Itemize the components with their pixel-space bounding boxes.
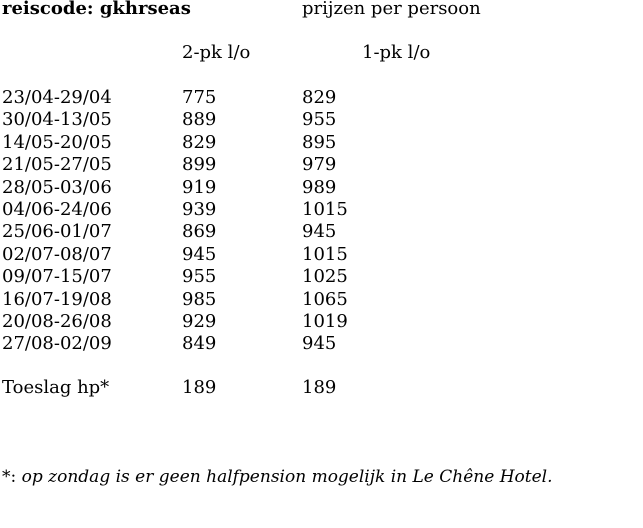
single-price-cell: 1019 — [302, 310, 348, 332]
footnote-marker: *: — [2, 467, 17, 487]
single-price-cell: 895 — [302, 131, 337, 153]
double-price-cell: 889 — [182, 109, 217, 131]
period-cell: 04/06-24/06 — [2, 198, 112, 220]
column-header-double-room: 2-pk l/o — [182, 42, 251, 63]
double-price-cell: 829 — [182, 131, 217, 153]
period-cell: 20/08-26/08 — [2, 310, 112, 332]
table-row — [0, 311, 643, 333]
footnote — [2, 466, 552, 488]
double-price-cell: 849 — [182, 333, 217, 355]
double-price-cell: 775 — [182, 87, 217, 108]
period-cell: 28/05-03/06 — [2, 176, 112, 198]
table-row — [0, 289, 643, 311]
period-cell: 30/04-13/05 — [2, 109, 112, 131]
prices-per-person-label: prijzen per persoon — [302, 0, 481, 19]
single-price-cell: 945 — [302, 221, 337, 243]
double-price-cell: 869 — [182, 221, 217, 243]
column-header-single-room: 1-pk l/o — [362, 42, 431, 63]
table-row — [0, 177, 643, 199]
supplement-single-price: 189 — [302, 377, 337, 398]
table-row — [0, 199, 643, 221]
double-price-cell: 985 — [182, 288, 217, 310]
table-row — [0, 132, 643, 154]
period-cell: 23/04-29/04 — [2, 87, 112, 108]
table-row — [0, 266, 643, 288]
single-price-cell: 1025 — [302, 266, 348, 288]
single-price-cell: 955 — [302, 109, 337, 131]
travel-code: reiscode: gkhrseas — [2, 0, 191, 19]
single-price-cell: 1015 — [302, 243, 348, 265]
double-price-cell: 929 — [182, 310, 217, 332]
single-price-cell: 989 — [302, 176, 337, 198]
double-price-cell: 899 — [182, 154, 217, 176]
period-cell: 27/08-02/09 — [2, 333, 112, 355]
period-cell: 09/07-15/07 — [2, 266, 112, 288]
single-price-cell: 945 — [302, 333, 337, 355]
supplement-double-price: 189 — [182, 377, 217, 398]
double-price-cell: 955 — [182, 266, 217, 288]
table-row — [0, 244, 643, 266]
table-row — [0, 154, 643, 176]
double-price-cell: 945 — [182, 243, 217, 265]
period-cell: 25/06-01/07 — [2, 221, 112, 243]
single-price-cell: 829 — [302, 87, 337, 108]
period-cell: 14/05-20/05 — [2, 131, 112, 153]
table-row — [0, 109, 643, 131]
table-row — [0, 87, 643, 109]
price-table — [0, 87, 643, 356]
table-row — [0, 221, 643, 243]
single-price-cell: 1065 — [302, 288, 348, 310]
footnote-text: op zondag is er geen halfpension mogelijk in Le Chêne Hotel. — [16, 467, 553, 487]
double-price-cell: 919 — [182, 176, 217, 198]
double-price-cell: 939 — [182, 198, 217, 220]
single-price-cell: 979 — [302, 154, 337, 176]
table-row — [0, 333, 643, 355]
period-cell: 16/07-19/08 — [2, 288, 112, 310]
period-cell: 21/05-27/05 — [2, 154, 112, 176]
period-cell: 02/07-08/07 — [2, 243, 112, 265]
supplement-label: Toeslag hp* — [2, 377, 110, 398]
single-price-cell: 1015 — [302, 198, 348, 220]
